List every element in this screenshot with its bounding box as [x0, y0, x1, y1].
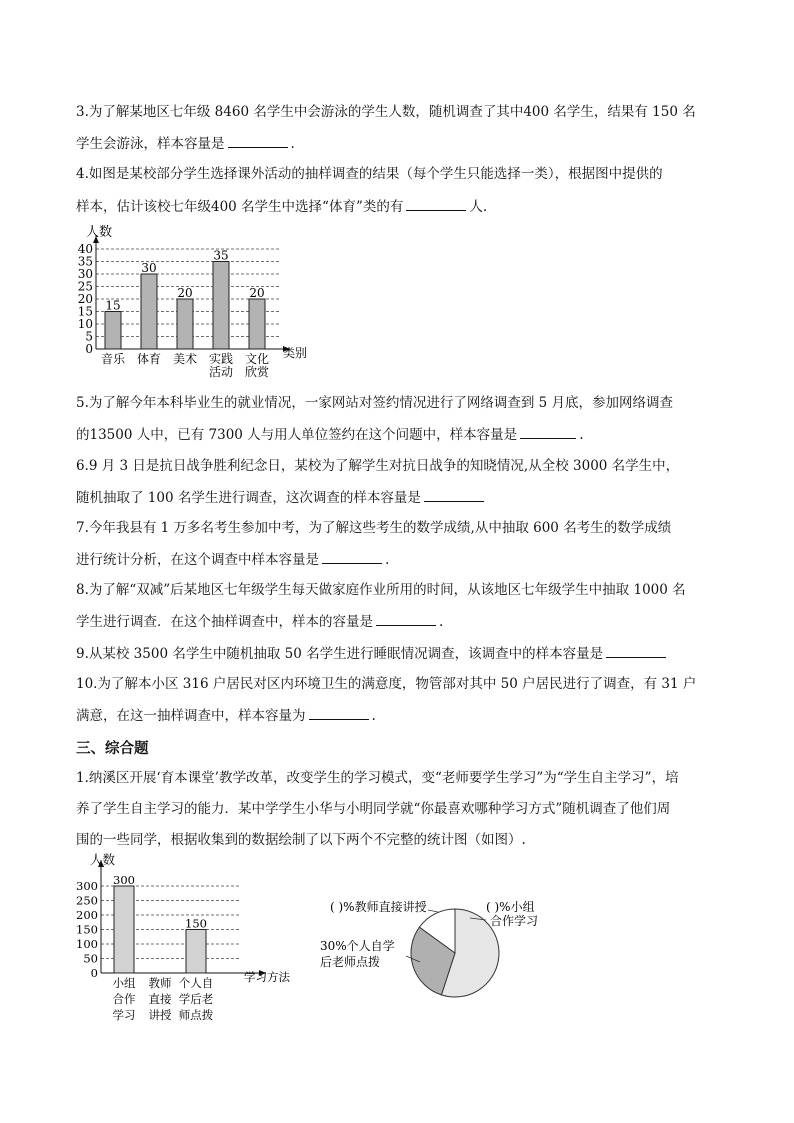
- y-tick-label: 5: [85, 329, 93, 344]
- q10-tail: .: [371, 708, 376, 724]
- q4-line1: 4.如图是某校部分学生选择课外活动的抽样调查的结果（每个学生只能选择一类），根据图中提供的: [76, 166, 663, 182]
- q7-line1: 7.今年我县有 1 万多名考生参加中考，为了解这些考生的数学成绩,从中抽取 600 名考生的数学成绩: [76, 520, 672, 536]
- q6-line2: [76, 487, 487, 508]
- bar: [114, 886, 134, 973]
- q7-text: 进行统计分析，在这个调查中样本容量是: [76, 552, 319, 568]
- bar-value-label: 150: [185, 916, 207, 931]
- q4-text: 样本，估计该校七年级400 名学生中选择“体育”类的有: [76, 199, 404, 215]
- q7-line2: [76, 549, 389, 570]
- x-category-label: 讲授: [148, 1008, 172, 1022]
- s3-q1-line2: 养了学生自主学习的能力．某中学学生小华与小明同学就“你最喜欢哪种学习方式”随机调查了他们周: [76, 801, 671, 817]
- q10-text: 满意，在这一抽样调查中，样本容量为: [76, 708, 306, 724]
- x-axis-label: 学习方法: [244, 970, 290, 984]
- y-axis-label: 人数: [86, 225, 113, 240]
- learning-method-bar-chart-group: [76, 852, 290, 1022]
- y-tick-label: 15: [77, 304, 93, 319]
- s3-q1-line3: 围的一些同学，根据收集到的数据绘制了以下两个不完整的统计图（如图）.: [76, 832, 526, 848]
- y-tick-label: 0: [90, 966, 98, 980]
- q10-line2: [76, 705, 376, 726]
- bar-value-label: 300: [113, 873, 135, 887]
- q4-line2: [76, 196, 487, 217]
- activity-bar-chart: [76, 222, 336, 388]
- x-category-label: 欣赏: [244, 365, 270, 379]
- q5-tail: .: [579, 427, 584, 443]
- y-tick-label: 100: [76, 937, 98, 951]
- x-category-label: 学后老: [178, 992, 214, 1006]
- y-tick-label: 250: [76, 893, 98, 908]
- q10-line1: 10.为了解本小区 316 户居民对区内环境卫生的满意度，物管部对其中 50 户居民进行了调查，有 31 户: [76, 676, 697, 692]
- learning-method-pie-chart: [310, 890, 580, 1020]
- bar-value-label: 15: [105, 298, 121, 313]
- bar: [105, 312, 121, 350]
- q5-answer-blank[interactable]: [520, 424, 576, 439]
- x-category-label: 师点拨: [178, 1008, 214, 1022]
- q5-line1: 5.为了解今年本科毕业生的就业情况，一家网站对签约情况进行了网络调查到 5 月底，参加网络调查: [76, 395, 674, 411]
- q4-answer-blank[interactable]: [406, 196, 466, 211]
- y-tick-label: 200: [76, 908, 98, 922]
- bar: [213, 262, 229, 350]
- q5-text: 的13500 人中，已有 7300 人与用人单位签约在这个问题中，样本容量是: [76, 427, 518, 443]
- bar: [249, 299, 265, 349]
- q3-tail: .: [290, 136, 295, 152]
- y-axis-label: 人数: [90, 852, 116, 867]
- q9-line1: [76, 643, 669, 664]
- x-category-label: 实践: [208, 352, 234, 366]
- q8-line1: 8.为了解“双减”后某地区七年级学生每天做家庭作业所用的时间，从该地区七年级学生中抽取 1000 名: [76, 582, 686, 598]
- activity-bar-chart-group: [78, 224, 307, 379]
- bar: [177, 299, 193, 349]
- q5-line2: [76, 424, 583, 445]
- y-tick-label: 25: [77, 279, 93, 294]
- pie-label-self-study: 30%个人自学: [320, 939, 395, 953]
- y-tick-label: 150: [76, 922, 98, 937]
- q3-text: 学生会游泳，样本容量是: [76, 136, 225, 152]
- y-tick-label: 35: [77, 254, 93, 269]
- x-category-label: 教师: [148, 976, 172, 990]
- y-tick-label: 10: [77, 317, 93, 331]
- q6-answer-blank[interactable]: [424, 487, 484, 502]
- q8-tail: .: [439, 614, 444, 630]
- pie-label-teacher-lecture: ( )%教师直接讲授: [330, 900, 427, 914]
- q8-line2: [76, 611, 443, 632]
- learning-method-bar-chart: [76, 852, 306, 1032]
- x-category-label: 活动: [208, 365, 234, 379]
- pie-label-group-learning: 合作学习: [490, 914, 539, 928]
- x-category-label: 学习: [112, 1008, 136, 1022]
- bar: [186, 930, 206, 974]
- x-category-label: 小组: [112, 976, 136, 990]
- y-tick-label: 300: [76, 879, 98, 893]
- x-category-label: 直接: [148, 992, 172, 1006]
- q7-answer-blank[interactable]: [322, 549, 382, 564]
- q4-tail: 人.: [469, 199, 488, 215]
- q3-line2: [76, 133, 295, 154]
- x-category-label: 合作: [112, 992, 136, 1006]
- pie-leader-line: [428, 910, 438, 912]
- x-category-label: 文化: [244, 352, 270, 366]
- bar-value-label: 20: [177, 286, 193, 300]
- bar-value-label: 30: [141, 261, 157, 275]
- x-category-label: 体育: [136, 352, 162, 366]
- q6-text: 随机抽取了 100 名学生进行调查，这次调查的样本容量是: [76, 490, 421, 506]
- q9-text: 9.从某校 3500 名学生中随机抽取 50 名学生进行睡眠情况调查，该调查中的样本容量是: [76, 646, 604, 662]
- x-category-label: 美术: [172, 352, 198, 366]
- learning-method-pie-chart-group: [320, 899, 538, 997]
- q9-answer-blank[interactable]: [606, 643, 666, 658]
- y-tick-label: 0: [85, 342, 93, 356]
- x-axis-label: 类别: [283, 346, 308, 360]
- bar-value-label: 20: [249, 286, 265, 300]
- pie-label-self-study: 后老师点拨: [320, 955, 381, 969]
- bar-value-label: 35: [213, 248, 229, 263]
- q3-answer-blank[interactable]: [228, 133, 288, 148]
- s3-q1-line1: 1.纳溪区开展‘育本课堂’教学改革，改变学生的学习模式，变“老师要学生学习”为“学生自主学习”，培: [76, 770, 679, 786]
- y-tick-label: 50: [83, 951, 98, 966]
- section3-heading: 三、综合题: [76, 741, 149, 757]
- x-category-label: 个人自: [178, 976, 214, 990]
- q3-line1: 3.为了解某地区七年级 8460 名学生中会游泳的学生人数，随机调查了其中400 名学生，结果有 150 名: [76, 104, 696, 120]
- y-tick-label: 20: [77, 292, 93, 306]
- q8-answer-blank[interactable]: [376, 611, 436, 626]
- y-tick-label: 30: [77, 267, 93, 281]
- q8-text: 学生进行调查．在这个抽样调查中，样本的容量是: [76, 614, 373, 630]
- bar: [141, 274, 157, 349]
- q6-line1: 6.9 月 3 日是抗日战争胜利纪念日，某校为了解学生对抗日战争的知晓情况,从全校 3000 名学生中，: [76, 458, 680, 474]
- q10-answer-blank[interactable]: [309, 705, 369, 720]
- q7-tail: .: [385, 552, 390, 568]
- pie-label-group-learning: ( )%小组: [486, 900, 535, 914]
- x-category-label: 音乐: [100, 352, 126, 366]
- y-tick-label: 40: [77, 242, 93, 256]
